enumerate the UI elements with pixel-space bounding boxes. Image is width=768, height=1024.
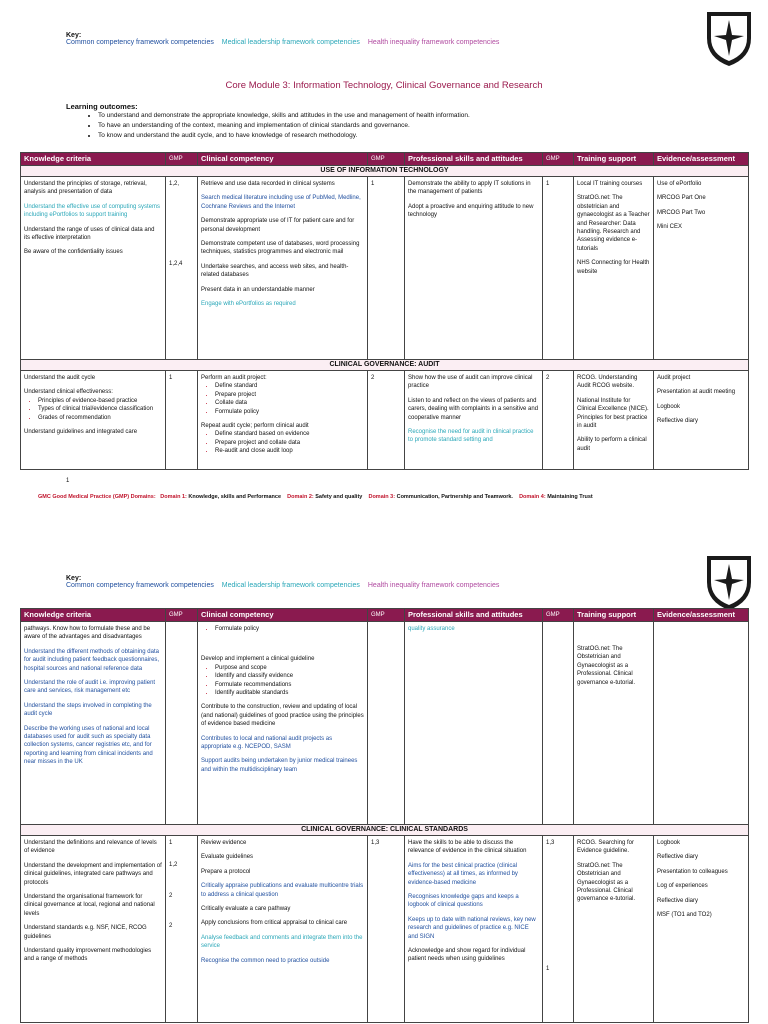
text-item: StratOG.net: The obstetrician and gynaecologist as a Teacher and Researcher: Data handling. Research and Assessing evidence e-tutorials	[577, 195, 650, 252]
header-professional: Professional skills and attitudes	[405, 609, 543, 622]
table-header-row	[21, 153, 749, 166]
cont-knowledge-cell	[24, 625, 162, 821]
table-row	[21, 371, 749, 470]
header-knowledge: Knowledge criteria	[21, 609, 166, 622]
text-item: Be aware of the confidentiality issues	[24, 249, 123, 256]
page-number: 1	[66, 478, 70, 484]
header-clinical: Clinical competency	[198, 153, 368, 166]
it-knowledge-cell	[24, 180, 162, 263]
gmc-d2: Safety and quality	[315, 494, 363, 500]
text-item: Understand the range of uses of clinical data and its effective interpretation	[24, 226, 155, 242]
header-evidence: Evidence/assessment	[654, 609, 749, 622]
audit-evidence-cell	[657, 374, 745, 432]
text-item: Understand standards e.g. NSF, NICE, RCOG guidelines	[24, 925, 147, 940]
text-item: Understand the role of audit i.e. improving patient care and services, risk management etc	[24, 680, 156, 695]
learning-outcome: • To understand and demonstrate the appropriate knowledge, skills and attitudes in the use and management of health information.	[98, 111, 470, 121]
text-item: Listen to and reflect on the views of patients and carers, dealing with complaints in a sensitive and cooperative manner	[408, 397, 539, 421]
key-medical: Medical leadership framework competencies	[221, 39, 360, 46]
gmc-d1: Knowledge, skills and Performance	[188, 494, 282, 500]
text-item: Understand the principles of storage, retrieval, analysis and presentation of data	[24, 181, 147, 196]
text-item: RCOG. Searching for Evidence guideline.	[577, 840, 635, 855]
standards-gmp1-cell	[169, 839, 194, 937]
text-item: MSF (TO1 and TO2)	[657, 912, 712, 919]
list-item: • Formulate policy	[215, 625, 364, 633]
section-it: USE OF INFORMATION TECHNOLOGY	[21, 166, 749, 177]
gmc-d3-label: Domain 3:	[368, 494, 396, 500]
text-item: Analyse feedback and comments and integrate them into the service	[201, 934, 363, 950]
text-item: Adopt a proactive and enquiring attitude to new technology	[408, 203, 534, 219]
it-clinical-cell	[201, 180, 364, 314]
standards-gmp3-cell	[546, 839, 570, 980]
gmc-domains-footer	[38, 494, 593, 500]
text-item: Critically appraise publications and evaluate multicentre trials to address a clinical question	[201, 883, 364, 898]
key-health: Health inequality framework competencies	[367, 582, 500, 589]
text-item: Undertake searches, and access web sites, and health-related databases	[201, 263, 349, 279]
standards-clinical-cell	[201, 839, 364, 1019]
key-medical: Medical leadership framework competencies	[221, 582, 360, 589]
key-legend	[66, 32, 505, 46]
key-health: Health inequality framework competencies	[367, 39, 500, 46]
text-item: Evaluate guidelines	[201, 854, 254, 861]
text-item: Logbook	[657, 840, 681, 846]
bullet-list	[24, 397, 162, 422]
header-gmp: GMP	[543, 609, 574, 622]
text-item: MRCOG Part Two	[657, 209, 706, 216]
text-item: Local IT training courses	[577, 181, 643, 187]
text-item: StratOG.net: The Obstetrician and Gynaecologist as a Professional. Clinical governance e-tutorial.	[577, 646, 636, 686]
gmc-d4: Maintaining Trust	[547, 494, 593, 500]
text-item: StratOG.net: The Obstetrician and Gynaecologist as a Professional. Clinical governance e-tutorial.	[577, 862, 636, 903]
standards-gmp2-cell	[371, 839, 401, 853]
text-item: Present data in an understandable manner	[201, 286, 315, 293]
standards-evidence-cell	[657, 839, 745, 925]
gmc-d2-label: Domain 2:	[287, 494, 314, 500]
gmp-value: 1,2,4	[169, 261, 183, 268]
text-item: Review evidence	[201, 840, 247, 846]
text-item: Mini CEX	[657, 224, 683, 231]
learning-outcomes-list	[84, 111, 470, 141]
text-item: Audit project	[657, 375, 691, 381]
audit-gmp3-cell	[546, 374, 570, 388]
gmp-value: 2	[169, 892, 173, 899]
it-gmp1-cell	[169, 180, 194, 275]
gmp-value: 1	[371, 181, 375, 187]
gmc-label: GMC Good Medical Practice (GMP) Domains:	[38, 494, 156, 500]
cont-training-cell	[577, 625, 650, 693]
gmp-value: 1,2,	[169, 181, 180, 187]
list-item: • Formulate policy	[215, 408, 364, 416]
section-audit: CLINICAL GOVERNANCE: AUDIT	[21, 360, 749, 371]
list-item: • Prepare project and collate data	[215, 439, 364, 447]
header-training: Training support	[574, 609, 654, 622]
list-item: • Collate data	[215, 399, 364, 407]
list-item: • Re-audit and close audit loop	[215, 447, 364, 455]
header-evidence: Evidence/assessment	[654, 153, 749, 166]
key-label: Key:	[66, 575, 82, 582]
text-item: Acknowledge and show regard for individual patient needs when using guidelines	[408, 948, 526, 963]
gmp-value: 1,3	[371, 840, 380, 846]
text-item: quality assurance	[408, 626, 455, 632]
table-row	[21, 836, 749, 1023]
text-item: Use of ePortfolio	[657, 181, 702, 187]
text-item: Have the skills to be able to discuss the relevance of evidence in the clinical situation	[408, 840, 527, 855]
text-item: Contribute to the construction, review and updating of local (and national) guidelines of good practice using the principles of evidence based medicine	[201, 704, 364, 728]
text-item: Repeat audit cycle; perform clinical audit	[201, 423, 309, 430]
list-item: • Identify and classify evidence	[215, 672, 364, 680]
list-item: • Prepare project	[215, 391, 364, 399]
standards-professional-cell	[408, 839, 539, 1019]
text-item: Presentation to colleagues	[657, 868, 728, 875]
text-item: pathways. Know how to formulate these and be aware of the advantages and disadvantages	[24, 626, 151, 641]
audit-knowledge-cell	[24, 374, 162, 466]
gmp-value: 1	[169, 840, 173, 846]
text-item: Critically evaluate a care pathway	[201, 906, 291, 913]
text-item: Keeps up to date with national reviews, key new research and guidelines of practice e.g. NICE and SIGN	[408, 916, 536, 940]
text-item: Contributes to local and national audit projects as appropriate e.g. NCEPOD, SASM	[201, 735, 333, 751]
text-item: Apply conclusions from critical appraisal to clinical care	[201, 920, 348, 927]
bullet-list	[201, 664, 364, 698]
bullet-list	[201, 430, 364, 455]
text-item: Describe the working uses of national and local databases used for audit such as specialty data collection systems, cancer registries etc, and for reporting and learning from clinical incidents and near misses in the UK	[24, 725, 153, 766]
gmc-d1-label: Domain 1:	[160, 494, 187, 500]
key-common: Common competency framework competencies	[66, 39, 214, 46]
key-label: Key:	[66, 32, 82, 39]
text-item: Reflective diary	[657, 897, 699, 904]
learning-outcomes-heading: Learning outcomes:	[66, 102, 138, 111]
gmp-value: 1	[169, 375, 173, 381]
text-item: Understand the development and implementation of clinical guidelines, integrated care pathways and protocols	[24, 862, 162, 886]
list-item: • Grades of recommendation	[38, 414, 162, 422]
gmp-value: 1	[546, 966, 550, 973]
text-item: Understand the effective use of computing systems including ePortfolios to support training	[24, 203, 160, 219]
text-item: Understand the organisational framework for clinical governance at local, regional and national levels	[24, 894, 155, 917]
table-row	[21, 622, 749, 825]
text-item: Demonstrate the ability to apply IT solutions in the management of patients	[408, 181, 531, 196]
gmp-value: 1	[546, 181, 550, 187]
text-item: Understand guidelines and integrated care	[24, 429, 138, 436]
text-item: MRCOG Part One	[657, 195, 706, 202]
text-item: Support audits being undertaken by junior medical trainees and within the multidisciplinary team	[201, 758, 358, 773]
header-gmp: GMP	[543, 153, 574, 166]
text-item: Understand the audit cycle	[24, 375, 96, 381]
header-clinical: Clinical competency	[198, 609, 368, 622]
header-gmp: GMP	[368, 153, 405, 166]
it-gmp3-cell	[546, 180, 570, 194]
text-item: Develop and implement a clinical guideline	[201, 656, 315, 663]
audit-training-cell	[577, 374, 650, 466]
text-item: Search medical literature including use of PubMed, Medline, Cochrane Reviews and the Internet	[201, 195, 361, 210]
shield-star-icon	[704, 8, 754, 68]
it-training-cell	[577, 180, 650, 282]
text-item: Engage with ePortfolios as required	[201, 301, 296, 308]
key-common: Common competency framework competencies	[66, 582, 214, 589]
text-item: Understand the steps involved in completing the audit cycle	[24, 702, 152, 718]
audit-professional-cell	[408, 374, 539, 466]
page-title: Core Module 3: Information Technology, Clinical Governance and Research	[225, 80, 543, 91]
gmc-d4-label: Domain 4:	[519, 494, 546, 500]
list-item: • Define standard	[215, 382, 364, 390]
text-item: Log of experiences	[657, 883, 708, 890]
text-item: Demonstrate competent use of databases, word processing techniques, statistics programmes and electronic mail	[201, 241, 360, 256]
cont-clinical-cell	[201, 625, 364, 821]
text-item: Recognises knowledge gaps and keeps a logbook of clinical questions	[408, 894, 519, 909]
text-item: Demonstrate appropriate use of IT for patient care and for personal development	[201, 218, 355, 233]
gmp-value: 2	[371, 375, 375, 381]
text-item: Reflective diary	[657, 418, 699, 425]
table-header-row	[21, 609, 749, 622]
text-item: Prepare a protocol	[201, 868, 251, 875]
text-item: Recognise the need for audit in clinical practice to promote standard setting and	[408, 429, 534, 444]
text-item: Understand quality improvement methodologies and a range of methods	[24, 948, 152, 963]
text-item: Understand the definitions and relevance of levels of evidence	[24, 840, 157, 855]
standards-training-cell	[577, 839, 650, 910]
shield-star-icon	[704, 552, 754, 612]
bullet-list	[201, 625, 364, 633]
bullet-list	[201, 382, 364, 416]
list-item: • Purpose and scope	[215, 664, 364, 672]
audit-gmp1-cell	[169, 374, 194, 388]
standards-knowledge-cell	[24, 839, 162, 1019]
header-knowledge: Knowledge criteria	[21, 153, 166, 166]
text-item: Retrieve and use data recorded in clinical systems	[201, 181, 335, 187]
gmp-value: 1,3	[546, 840, 555, 846]
text-item: Understand the different methods of obtaining data for audit including patient feedback questionnaires, hospital sources and national reference data	[24, 648, 160, 672]
it-evidence-cell	[657, 180, 745, 238]
list-item: • Types of clinical trial/evidence classification	[38, 405, 162, 413]
text-item: Recognise the common need to practice outside	[201, 957, 330, 964]
text-item: National Institute for Clinical Excellence (NICE). Principles for best practice in audit	[577, 397, 649, 430]
text-item: Understand clinical effectiveness:	[24, 389, 113, 396]
text-item: Reflective diary	[657, 854, 699, 861]
audit-gmp2-cell	[371, 374, 401, 388]
list-item: • Define standard based on evidence	[215, 430, 364, 438]
page-2	[0, 560, 768, 1024]
learning-outcome: • To know and understand the audit cycle, and to have knowledge of research methodology.	[98, 131, 470, 141]
competency-table	[20, 152, 749, 470]
competency-table	[20, 608, 749, 1023]
header-gmp: GMP	[368, 609, 405, 622]
cont-professional-cell	[408, 625, 539, 639]
list-item: • Principles of evidence-based practice	[38, 397, 162, 405]
list-item: • Identify auditable standards	[215, 689, 364, 697]
it-gmp2-cell	[371, 180, 401, 194]
text-item: Ability to perform a clinical audit	[577, 437, 647, 452]
it-professional-cell	[408, 180, 539, 226]
header-professional: Professional skills and attitudes	[405, 153, 543, 166]
header-training: Training support	[574, 153, 654, 166]
gmc-d3: Communication, Partnership and Teamwork.	[396, 494, 513, 500]
learning-outcome: • To have an understanding of the context, meaning and implementation of clinical standards and governance.	[98, 121, 470, 131]
gmp-value: 2	[169, 923, 173, 930]
header-gmp: GMP	[166, 153, 198, 166]
text-item: NHS Connecting for Health website	[577, 260, 650, 275]
text-item: Perform an audit project:	[201, 375, 267, 381]
gmp-value: 1,2	[169, 862, 178, 869]
header-gmp: GMP	[166, 609, 198, 622]
text-item: Show how the use of audit can improve clinical practice	[408, 375, 533, 390]
text-item: Aims for the best clinical practice (clinical effectiveness) at all times, as informed by evidence-based medicine	[408, 862, 518, 886]
section-standards: CLINICAL GOVERNANCE: CLINICAL STANDARDS	[21, 825, 749, 836]
table-row	[21, 177, 749, 360]
key-legend	[66, 575, 505, 589]
text-item: Presentation at audit meeting	[657, 389, 736, 396]
gmp-value: 2	[546, 375, 550, 381]
list-item: • Formulate recommendations	[215, 681, 364, 689]
text-item: RCOG. Understanding Audit RCOG website.	[577, 375, 638, 390]
text-item: Logbook	[657, 403, 681, 410]
audit-clinical-cell	[201, 374, 364, 466]
